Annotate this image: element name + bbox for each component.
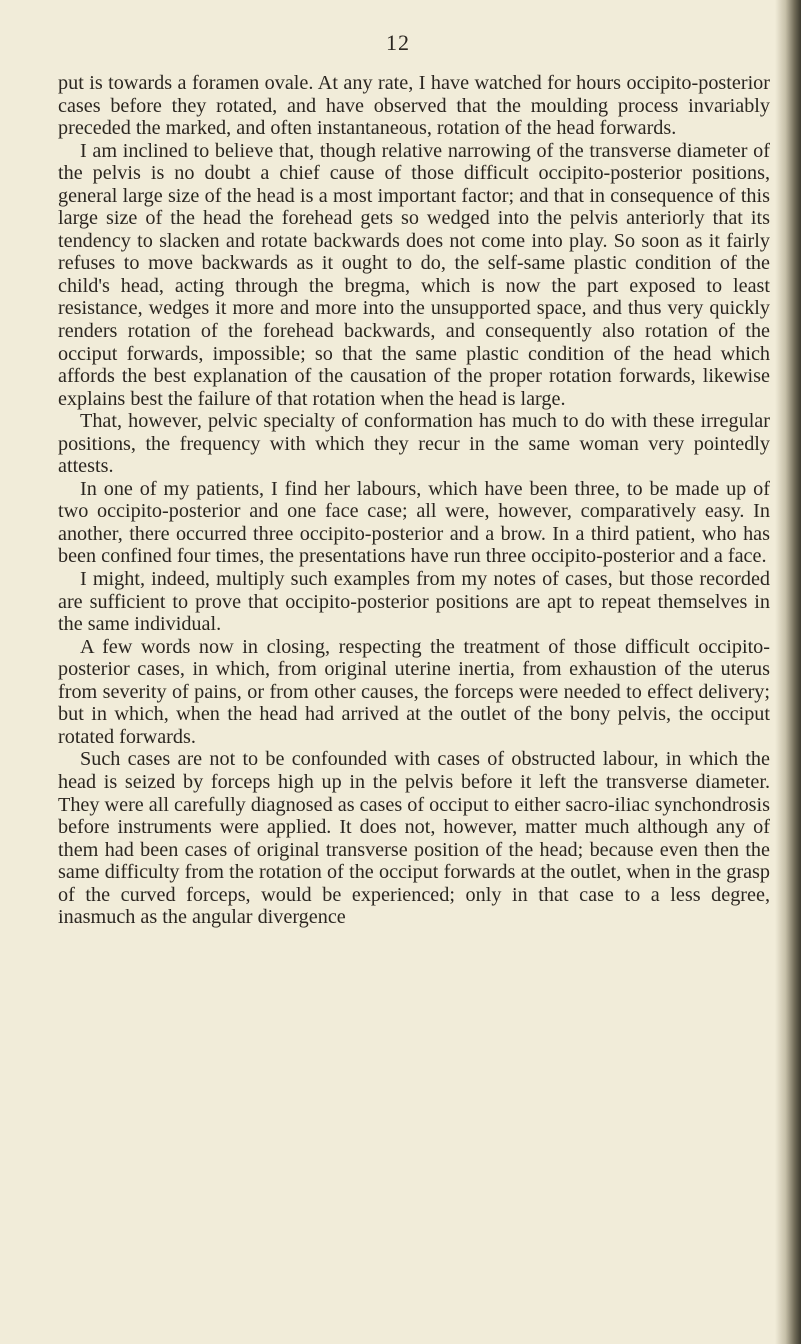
paragraph-2: I am inclined to believe that, though relative narrowing of the transverse diameter of the pelvis is no doubt a chief cause of those difficult occipito-posterior positions, general large size of the head is a most important factor; and that in consequence of this large size of the head the forehead gets so wedged into the pelvis anteriorly that its tendency to slacken and rotate backwards does not come into play. So soon as it fairly refuses to move backwards as it ought to do, the self-same plastic condition of the child's head, acting through the bregma, which is now the part exposed to least resistance, wedges it more and more into the unsupported space, and thus very quickly renders rotation of the forehead backwards, and consequently also rotation of the occiput forwards, impossible; so that the same plastic condition of the head which affords the best explanation of the causation of the proper rotation forwards, likewise explains best the failure of that rotation when the head is large. <box>58 139 770 410</box>
paragraph-1: put is towards a foramen ovale. At any rate, I have watched for hours occipito-posterior cases before they rotated, and have observed that the moulding process invariably preceded the marked, and often instantaneous, rotation of the head forwards. <box>58 72 770 140</box>
paragraph-7: Such cases are not to be confounded with cases of obstructed labour, in which the head is seized by forceps high up in the pelvis before it left the transverse diameter. They were all carefully diagnosed as cases of occiput to either sacro-iliac synchondrosis before instruments were applied. It does not, however, matter much although any of them had been cases of original transverse position of the head; because even then the same difficulty from the rotation of the occiput forwards at the outlet, when in the grasp of the curved forceps, would be experienced; only in that case to a less degree, inasmuch as the angular divergence <box>58 748 770 929</box>
paragraph-6: A few words now in closing, respecting the treatment of those difficult occipito-posterior cases, in which, from original uterine inertia, from exhaustion of the uterus from severity of pains, or from other causes, the forceps were needed to effect delivery; but in which, when the head had arrived at the outlet of the bony pelvis, the occiput rotated forwards. <box>58 635 770 748</box>
page-binding-edge <box>775 0 801 1344</box>
paragraph-5: I might, indeed, multiply such examples from my notes of cases, but those recorded are sufficient to prove that occipito-posterior positions are apt to repeat themselves in the same individual. <box>58 568 770 636</box>
page-number: 12 <box>386 30 410 55</box>
paragraph-4: In one of my patients, I find her labours, which have been three, to be made up of two occipito-posterior and one face case; all were, however, comparatively easy. In another, there occurred three occipito-posterior and a brow. In a third patient, who has been confined four times, the presentations have run three occipito-posterior and a face. <box>58 477 770 568</box>
paragraph-3: That, however, pelvic specialty of conformation has much to do with these irregular positions, the frequency with which they recur in the same woman very pointedly attests. <box>58 410 770 478</box>
page-body <box>58 72 770 929</box>
